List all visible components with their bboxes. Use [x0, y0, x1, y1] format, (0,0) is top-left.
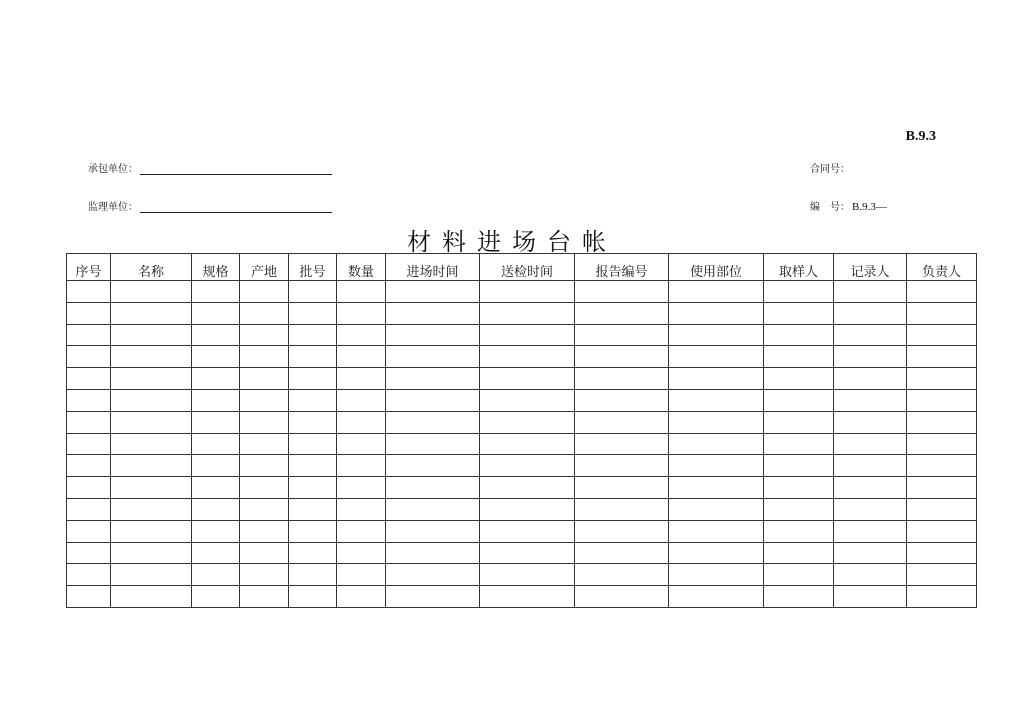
contract-no-field: [810, 160, 850, 175]
table-cell[interactable]: [192, 477, 240, 499]
table-cell[interactable]: [907, 346, 977, 368]
table-cell[interactable]: [386, 586, 480, 608]
column-header: 记录人: [834, 254, 907, 281]
table-cell[interactable]: [337, 389, 386, 411]
table-cell[interactable]: [67, 542, 111, 564]
table-cell[interactable]: [67, 520, 111, 542]
table-cell[interactable]: [67, 455, 111, 477]
table-cell[interactable]: [669, 368, 764, 390]
table-cell[interactable]: [337, 302, 386, 324]
table-cell[interactable]: [907, 520, 977, 542]
table-cell[interactable]: [67, 564, 111, 586]
contractor-label: 承包单位：: [88, 164, 138, 175]
table-cell[interactable]: [240, 586, 289, 608]
contractor-field: [88, 160, 332, 175]
table-cell[interactable]: [337, 586, 386, 608]
table-cell[interactable]: [192, 433, 240, 455]
table-cell[interactable]: [575, 302, 669, 324]
table-cell[interactable]: [192, 346, 240, 368]
table-cell[interactable]: [111, 281, 192, 303]
table-cell[interactable]: [289, 389, 337, 411]
table-cell[interactable]: [111, 564, 192, 586]
table-cell[interactable]: [337, 498, 386, 520]
table-cell[interactable]: [480, 302, 575, 324]
table-cell[interactable]: [764, 411, 834, 433]
table-cell[interactable]: [289, 368, 337, 390]
table-cell[interactable]: [764, 455, 834, 477]
table-cell[interactable]: [192, 498, 240, 520]
table-cell[interactable]: [337, 346, 386, 368]
table-cell[interactable]: [240, 324, 289, 346]
table-cell[interactable]: [240, 520, 289, 542]
table-cell[interactable]: [764, 346, 834, 368]
header-row: [67, 254, 977, 281]
table-cell[interactable]: [337, 520, 386, 542]
table-cell[interactable]: [67, 368, 111, 390]
table-cell[interactable]: [834, 281, 907, 303]
table-row: [67, 324, 977, 346]
table-cell[interactable]: [240, 389, 289, 411]
table-cell[interactable]: [834, 324, 907, 346]
table-cell[interactable]: [575, 498, 669, 520]
table-cell[interactable]: [386, 520, 480, 542]
table-cell[interactable]: [111, 520, 192, 542]
table-cell[interactable]: [575, 411, 669, 433]
table-cell[interactable]: [480, 542, 575, 564]
table-cell[interactable]: [337, 368, 386, 390]
table-cell[interactable]: [337, 411, 386, 433]
table-cell[interactable]: [289, 477, 337, 499]
table-cell[interactable]: [240, 411, 289, 433]
table-row: [67, 302, 977, 324]
table-cell[interactable]: [907, 368, 977, 390]
table-cell[interactable]: [669, 433, 764, 455]
table-cell[interactable]: [907, 324, 977, 346]
column-header: 名称: [111, 254, 192, 281]
table-cell[interactable]: [289, 302, 337, 324]
table-cell[interactable]: [386, 324, 480, 346]
table-cell[interactable]: [192, 542, 240, 564]
table-cell[interactable]: [192, 281, 240, 303]
table-cell[interactable]: [67, 433, 111, 455]
table-cell[interactable]: [289, 542, 337, 564]
table-cell[interactable]: [575, 477, 669, 499]
table-cell[interactable]: [907, 281, 977, 303]
table-cell[interactable]: [834, 498, 907, 520]
table-cell[interactable]: [192, 564, 240, 586]
table-cell[interactable]: [240, 498, 289, 520]
table-cell[interactable]: [67, 477, 111, 499]
table-row: [67, 433, 977, 455]
table-row: [67, 477, 977, 499]
table-cell[interactable]: [67, 389, 111, 411]
table-cell[interactable]: [240, 302, 289, 324]
form-code: B.9.3: [905, 129, 936, 144]
table-cell[interactable]: [337, 477, 386, 499]
table-cell[interactable]: [907, 564, 977, 586]
table-cell[interactable]: [240, 346, 289, 368]
table-cell[interactable]: [386, 281, 480, 303]
table-cell[interactable]: [192, 389, 240, 411]
table-row: [67, 455, 977, 477]
table-cell[interactable]: [386, 433, 480, 455]
table-row: [67, 498, 977, 520]
table-cell[interactable]: [111, 433, 192, 455]
table-cell[interactable]: [386, 498, 480, 520]
table-cell[interactable]: [575, 324, 669, 346]
column-header: 规格: [192, 254, 240, 281]
table-row: [67, 389, 977, 411]
contractor-blank-line[interactable]: [140, 165, 332, 175]
table-cell[interactable]: [764, 477, 834, 499]
supervisor-field: [88, 198, 332, 213]
table-row: [67, 368, 977, 390]
table-cell[interactable]: [669, 281, 764, 303]
table-cell[interactable]: [192, 302, 240, 324]
table-row: [67, 281, 977, 303]
table-cell[interactable]: [764, 586, 834, 608]
table-cell[interactable]: [111, 542, 192, 564]
table-row: [67, 520, 977, 542]
table-cell[interactable]: [764, 324, 834, 346]
table-cell[interactable]: [480, 477, 575, 499]
column-header: 负责人: [907, 254, 977, 281]
table-cell[interactable]: [669, 520, 764, 542]
table-cell[interactable]: [289, 433, 337, 455]
table-cell[interactable]: [764, 433, 834, 455]
table-cell[interactable]: [386, 564, 480, 586]
table-cell[interactable]: [669, 455, 764, 477]
table-cell[interactable]: [289, 281, 337, 303]
table-cell[interactable]: [480, 520, 575, 542]
table-cell[interactable]: [289, 455, 337, 477]
table-cell[interactable]: [240, 564, 289, 586]
table-cell[interactable]: [192, 368, 240, 390]
column-header: 批号: [289, 254, 337, 281]
column-header: 产地: [240, 254, 289, 281]
column-header: 使用部位: [669, 254, 764, 281]
table-row: [67, 564, 977, 586]
table-cell[interactable]: [111, 302, 192, 324]
table-cell[interactable]: [480, 346, 575, 368]
page-title: 材料进场台帐: [407, 228, 617, 256]
table-cell[interactable]: [192, 520, 240, 542]
column-header: 报告编号: [575, 254, 669, 281]
table-cell[interactable]: [111, 411, 192, 433]
table-cell[interactable]: [240, 477, 289, 499]
table-cell[interactable]: [192, 586, 240, 608]
table-cell[interactable]: [669, 586, 764, 608]
table-row: [67, 542, 977, 564]
table-cell[interactable]: [240, 281, 289, 303]
serial-field: [810, 198, 887, 213]
table-cell[interactable]: [480, 455, 575, 477]
table-cell[interactable]: [67, 411, 111, 433]
table-cell[interactable]: [289, 520, 337, 542]
table-cell[interactable]: [337, 281, 386, 303]
table-cell[interactable]: [669, 498, 764, 520]
table-cell[interactable]: [192, 455, 240, 477]
contract-no-label: 合同号：: [810, 164, 850, 175]
table-cell[interactable]: [907, 302, 977, 324]
table-cell[interactable]: [480, 564, 575, 586]
table-row: [67, 346, 977, 368]
table-cell[interactable]: [907, 542, 977, 564]
table-cell[interactable]: [480, 281, 575, 303]
table-cell[interactable]: [337, 455, 386, 477]
column-header: 数量: [337, 254, 386, 281]
table-cell[interactable]: [111, 586, 192, 608]
table-cell[interactable]: [386, 389, 480, 411]
table-cell[interactable]: [834, 346, 907, 368]
table-cell[interactable]: [480, 411, 575, 433]
table-cell[interactable]: [480, 586, 575, 608]
supervisor-blank-line[interactable]: [140, 203, 332, 213]
table-cell[interactable]: [386, 455, 480, 477]
table-cell[interactable]: [764, 542, 834, 564]
table-cell[interactable]: [386, 411, 480, 433]
table-cell[interactable]: [67, 498, 111, 520]
table-cell[interactable]: [834, 368, 907, 390]
table-cell[interactable]: [834, 433, 907, 455]
table-cell[interactable]: [386, 302, 480, 324]
table-cell[interactable]: [337, 542, 386, 564]
table-cell[interactable]: [289, 346, 337, 368]
table-cell[interactable]: [669, 302, 764, 324]
table-cell[interactable]: [111, 368, 192, 390]
table-cell[interactable]: [834, 542, 907, 564]
table-cell[interactable]: [669, 389, 764, 411]
column-header: 送检时间: [480, 254, 575, 281]
table-cell[interactable]: [240, 368, 289, 390]
table-cell[interactable]: [669, 564, 764, 586]
table-cell[interactable]: [764, 302, 834, 324]
table-cell[interactable]: [764, 281, 834, 303]
column-header: 取样人: [764, 254, 834, 281]
table-cell[interactable]: [480, 368, 575, 390]
table-cell[interactable]: [111, 455, 192, 477]
table-cell[interactable]: [575, 389, 669, 411]
table-cell[interactable]: [192, 411, 240, 433]
column-header: 进场时间: [386, 254, 480, 281]
serial-label: 编 号：: [810, 202, 850, 213]
table-cell[interactable]: [834, 411, 907, 433]
table-cell[interactable]: [764, 498, 834, 520]
table-cell[interactable]: [575, 564, 669, 586]
supervisor-label: 监理单位：: [88, 202, 138, 213]
table-cell[interactable]: [575, 455, 669, 477]
table-cell[interactable]: [111, 477, 192, 499]
table-cell[interactable]: [669, 346, 764, 368]
table-cell[interactable]: [67, 586, 111, 608]
table-cell[interactable]: [111, 324, 192, 346]
table-cell[interactable]: [907, 586, 977, 608]
table-cell[interactable]: [480, 498, 575, 520]
table-cell[interactable]: [386, 542, 480, 564]
table-cell[interactable]: [575, 586, 669, 608]
table-cell[interactable]: [834, 520, 907, 542]
table-cell[interactable]: [907, 389, 977, 411]
table-cell[interactable]: [764, 520, 834, 542]
table-cell[interactable]: [834, 455, 907, 477]
table-cell[interactable]: [575, 368, 669, 390]
table-cell[interactable]: [67, 346, 111, 368]
table-cell[interactable]: [480, 324, 575, 346]
table-row: [67, 586, 977, 608]
table-cell[interactable]: [834, 302, 907, 324]
table-cell[interactable]: [907, 433, 977, 455]
table-cell[interactable]: [289, 324, 337, 346]
table-cell[interactable]: [386, 368, 480, 390]
table-cell[interactable]: [337, 564, 386, 586]
table-cell[interactable]: [575, 433, 669, 455]
table-cell[interactable]: [111, 498, 192, 520]
table-cell[interactable]: [192, 324, 240, 346]
table-row: [67, 411, 977, 433]
table-cell[interactable]: [240, 455, 289, 477]
table-cell[interactable]: [575, 281, 669, 303]
table-cell[interactable]: [337, 433, 386, 455]
table-cell[interactable]: [834, 389, 907, 411]
table-cell[interactable]: [289, 586, 337, 608]
table-cell[interactable]: [834, 564, 907, 586]
table-cell[interactable]: [764, 564, 834, 586]
table-cell[interactable]: [907, 411, 977, 433]
table-cell[interactable]: [111, 389, 192, 411]
table-cell[interactable]: [575, 542, 669, 564]
table-cell[interactable]: [289, 498, 337, 520]
table-cell[interactable]: [669, 542, 764, 564]
material-ledger-table: [66, 253, 977, 608]
table-cell[interactable]: [240, 433, 289, 455]
table-cell[interactable]: [67, 281, 111, 303]
table-cell[interactable]: [67, 302, 111, 324]
table-cell[interactable]: [480, 389, 575, 411]
table-cell[interactable]: [907, 455, 977, 477]
table-cell[interactable]: [480, 433, 575, 455]
table-cell[interactable]: [289, 564, 337, 586]
table-cell[interactable]: [907, 477, 977, 499]
table-cell[interactable]: [834, 586, 907, 608]
table-cell[interactable]: [669, 477, 764, 499]
table-cell[interactable]: [67, 324, 111, 346]
table-cell[interactable]: [337, 324, 386, 346]
serial-value: B.9.3—: [852, 201, 887, 213]
table-cell[interactable]: [575, 346, 669, 368]
table-cell[interactable]: [575, 520, 669, 542]
table-cell[interactable]: [764, 368, 834, 390]
table-cell[interactable]: [289, 411, 337, 433]
table-cell[interactable]: [386, 477, 480, 499]
table-cell[interactable]: [669, 411, 764, 433]
table-cell[interactable]: [111, 346, 192, 368]
table-cell[interactable]: [240, 542, 289, 564]
table-cell[interactable]: [764, 389, 834, 411]
table-cell[interactable]: [834, 477, 907, 499]
table-cell[interactable]: [386, 346, 480, 368]
table-cell[interactable]: [907, 498, 977, 520]
table-cell[interactable]: [669, 324, 764, 346]
column-header: 序号: [67, 254, 111, 281]
